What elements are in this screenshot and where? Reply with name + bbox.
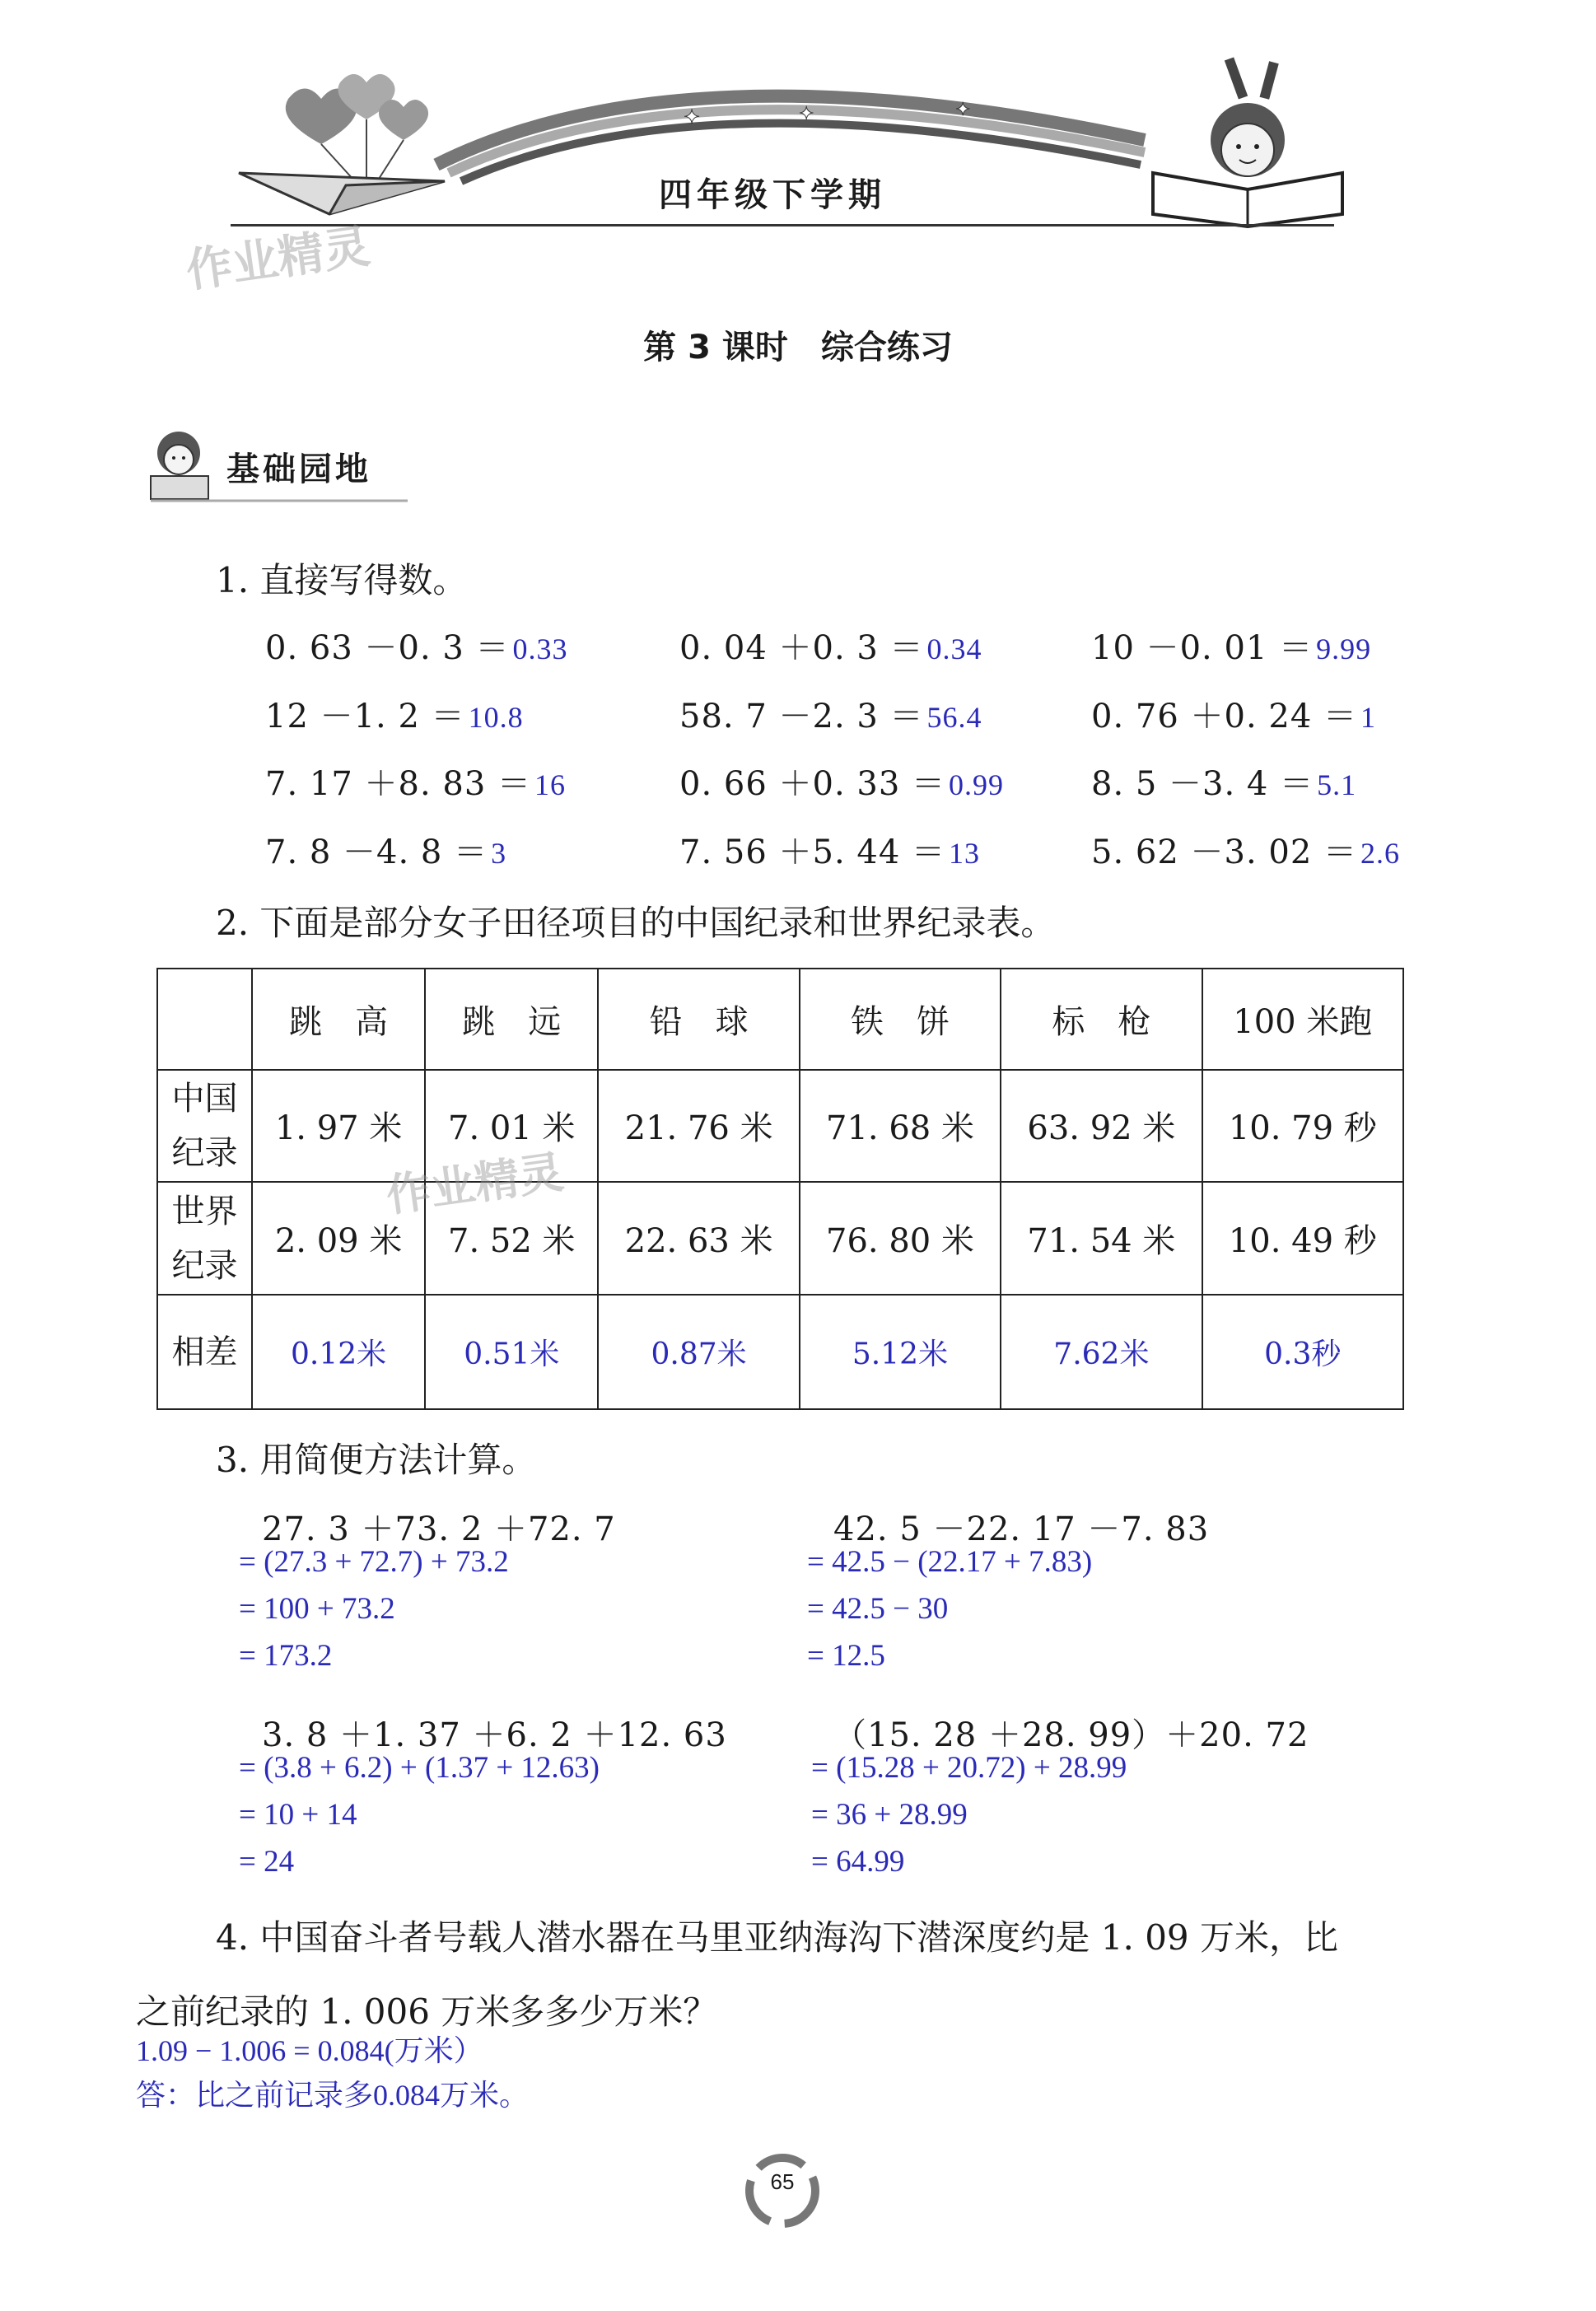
difference-answer: 0.51米 [425,1295,598,1409]
column-header: 跳 远 [425,969,598,1070]
row-header: 相差 [157,1295,252,1409]
header-rule [231,224,1334,226]
calc-expression: 58. 7 －2. 3 ＝ [679,698,924,735]
records-table [156,968,1404,1410]
calc-step: = 12.5 [807,1639,885,1673]
calc-item [679,690,982,737]
calc-item [679,622,982,669]
calc-expression: 7. 56 ＋5. 44 ＝ [679,833,945,871]
calc-expression: 7. 17 ＋8. 83 ＝ [265,765,531,803]
watermark: 作业精灵 [183,219,374,299]
grade-title: 四年级下学期 [659,176,886,214]
calc-answer: 3 [491,837,507,870]
calc-item [265,622,568,669]
table-cell: 71. 54 米 [1001,1182,1202,1295]
calc-answer: 10.8 [468,701,524,734]
table-cell: 21. 76 米 [598,1070,799,1183]
difference-row [157,1295,1403,1409]
column-header: 铁 饼 [800,969,1001,1070]
calc-step: = 64.99 [811,1845,905,1879]
difference-answer: 0.12米 [252,1295,425,1409]
difference-answer: 7.62米 [1001,1295,1202,1409]
table-cell: 10. 49 秒 [1202,1182,1403,1295]
calc-item [265,758,566,805]
column-header: 标 枪 [1001,969,1202,1070]
calc-expression: 0. 63 －0. 3 ＝ [265,629,510,667]
calc-step: = (27.3 + 72.7) + 73.2 [239,1545,509,1579]
svg-text:✦: ✦ [799,104,814,124]
column-header: 铅 球 [598,969,799,1070]
calc-step: = 36 + 28.99 [811,1798,968,1832]
calc-item [679,826,980,873]
table-corner-cell [157,969,252,1070]
table-cell: 7. 01 米 [425,1070,598,1183]
calc-answer: 0.34 [926,633,982,665]
calc-expression: 7. 8 －4. 8 ＝ [265,833,488,871]
question-4-equation: 1.09 − 1.006 = 0.084(万米） [136,2034,483,2067]
question-4-line-1: 4. 中国奋斗者号载人潜水器在马里亚纳海沟下潜深度约是 1. 09 万米，比 [216,1917,1338,1958]
question-3-prompt: 3. 用简便方法计算。 [216,1440,537,1480]
svg-text:✦: ✦ [684,105,701,128]
calc-answer: 16 [534,768,566,801]
table-row [157,1070,1403,1183]
table-cell: 7. 52 米 [425,1182,598,1295]
section-label: 基础园地 [226,451,371,488]
calc-expression: 8. 5 －3. 4 ＝ [1091,765,1314,803]
calc-expression: 10 －0. 01 ＝ [1091,629,1314,667]
table-cell: 22. 63 米 [598,1182,799,1295]
table-cell: 76. 80 米 [800,1182,1001,1295]
calc-item [265,826,506,873]
calc-expression: 0. 04 ＋0. 3 ＝ [679,629,924,667]
table-row [157,1182,1403,1295]
svg-text:✦: ✦ [955,100,971,120]
calc-answer: 0.33 [512,633,568,665]
question-2-prompt: 2. 下面是部分女子田径项目的中国纪录和世界纪录表。 [216,903,1056,943]
table-cell: 2. 09 米 [252,1182,425,1295]
question-4-line-2: 之前纪录的 1. 006 万米多多少万米？ [136,1991,718,2032]
calc-problem-expression: 27. 3 ＋73. 2 ＋72. 7 [262,1510,616,1548]
row-header: 中国 纪录 [157,1070,252,1183]
row-header: 世界 纪录 [157,1182,252,1295]
calc-answer: 0.99 [948,768,1004,801]
lesson-title: 第 3 课时 综合练习 [643,329,953,366]
calc-step: = 173.2 [239,1639,333,1673]
table-cell: 71. 68 米 [800,1070,1001,1183]
difference-answer: 0.87米 [598,1295,799,1409]
calc-expression: 12 －1. 2 ＝ [265,698,465,735]
calc-answer: 2.6 [1360,837,1400,870]
calc-step: = 42.5 − 30 [807,1592,949,1626]
calc-expression: 5. 62 －3. 02 ＝ [1091,833,1357,871]
page-number: 65 [770,2169,795,2194]
difference-answer: 5.12米 [800,1295,1001,1409]
calc-step: = 10 + 14 [239,1798,357,1832]
calc-item [1091,690,1376,737]
calc-step: = (15.28 + 20.72) + 28.99 [811,1751,1127,1785]
calc-problem-expression: 3. 8 ＋1. 37 ＋6. 2 ＋12. 63 [262,1716,727,1754]
calc-answer: 9.99 [1316,633,1372,665]
calc-expression: 0. 76 ＋0. 24 ＝ [1091,698,1357,735]
question-4-answer: 答：比之前记录多0.084万米。 [136,2079,530,2112]
calc-problem-expression: 42. 5 －22. 17 －7. 83 [833,1510,1210,1548]
question-1-prompt: 1. 直接写得数。 [216,560,468,600]
table-cell: 63. 92 米 [1001,1070,1202,1183]
calc-step: = (3.8 + 6.2) + (1.37 + 12.63) [239,1751,600,1785]
calc-expression: 0. 66 ＋0. 33 ＝ [679,765,945,803]
calc-step: = 42.5 − (22.17 + 7.83) [807,1545,1093,1579]
calc-item [1091,826,1400,873]
calc-step: = 100 + 73.2 [239,1592,395,1626]
watermark: 作业精灵 [383,1146,567,1222]
table-cell: 1. 97 米 [252,1070,425,1183]
table-header-row [157,969,1403,1070]
calc-item [679,758,1004,805]
calc-problem-expression: （15. 28 ＋28. 99）＋20. 72 [833,1716,1309,1754]
calc-answer: 13 [948,837,980,870]
calc-item [265,690,524,737]
calc-item [1091,622,1371,669]
table-cell: 10. 79 秒 [1202,1070,1403,1183]
calc-item [1091,758,1356,805]
difference-answer: 0.3秒 [1202,1295,1403,1409]
calc-answer: 1 [1360,701,1376,734]
column-header: 100 米跑 [1202,969,1403,1070]
calc-answer: 5.1 [1317,768,1357,801]
calc-step: = 24 [239,1845,295,1879]
calc-answer: 56.4 [926,701,982,734]
column-header: 跳 高 [252,969,425,1070]
